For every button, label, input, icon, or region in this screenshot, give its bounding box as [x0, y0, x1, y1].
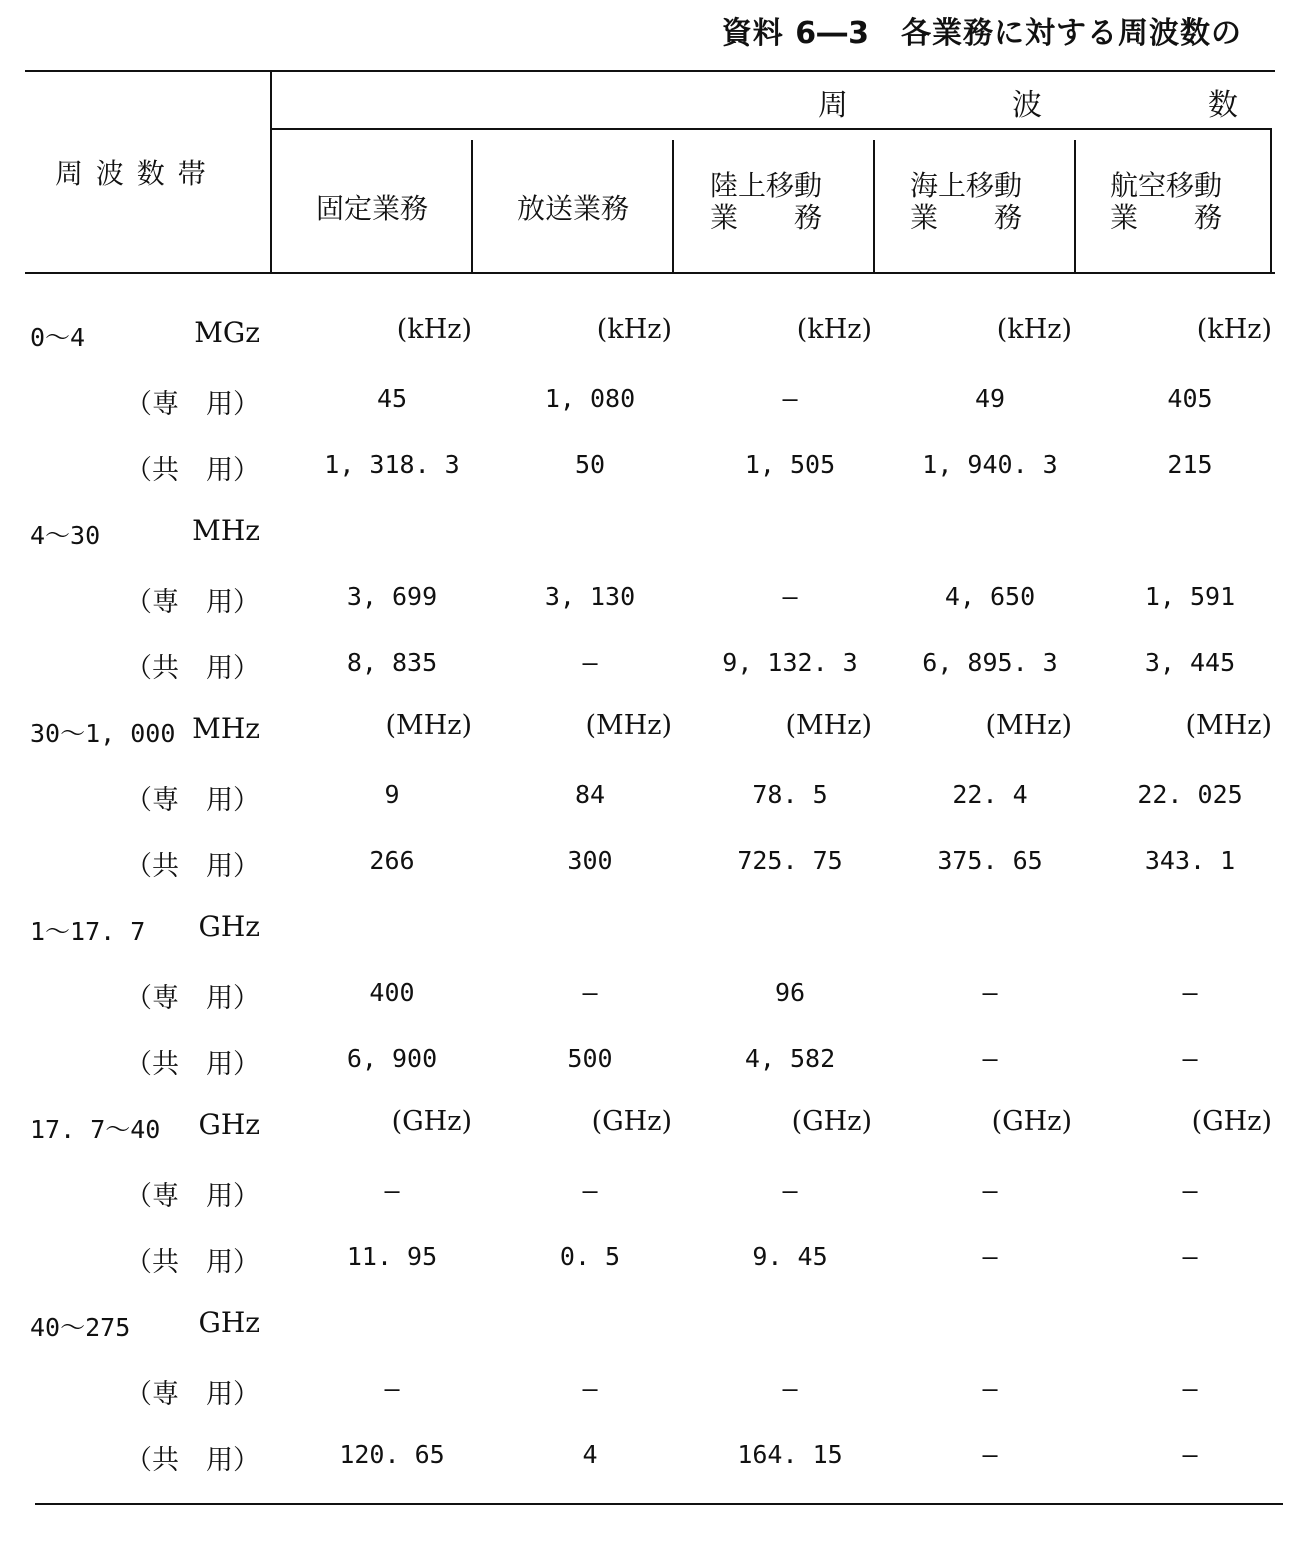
table-cell: ―: [782, 384, 798, 413]
column-unit: (MHz): [985, 710, 1072, 741]
table-cell: ―: [582, 978, 598, 1007]
table-cell: 50: [574, 450, 606, 479]
column-unit: (GHz): [591, 1106, 672, 1137]
shared-label: （共 用）: [125, 1247, 260, 1278]
band-unit: GHz: [198, 910, 260, 943]
table-cell: ―: [782, 1374, 798, 1403]
band-unit: GHz: [198, 1306, 260, 1339]
dedicated-label: （専 用）: [125, 587, 260, 618]
column-unit: (kHz): [996, 314, 1072, 345]
super-header-rule: [272, 128, 1272, 130]
table-cell: 215: [1167, 450, 1213, 479]
column-unit: (MHz): [785, 710, 872, 741]
service-header-line: 放送業務: [516, 192, 629, 225]
table-cell: 1, 318. 3: [324, 450, 460, 479]
table-cell: 45: [376, 384, 408, 413]
table-cell: ―: [1182, 978, 1198, 1007]
table-cell: 3, 130: [544, 582, 636, 611]
table-cell: 3, 699: [346, 582, 438, 611]
service-header-broadcast: [473, 192, 673, 226]
table-cell: 1, 591: [1144, 582, 1236, 611]
table-cell: ―: [582, 648, 598, 677]
table-cell: 4, 582: [744, 1044, 836, 1073]
table-cell: 0. 5: [559, 1242, 621, 1271]
column-unit: (GHz): [791, 1106, 872, 1137]
dedicated-label: （専 用）: [125, 1379, 260, 1410]
table-cell: 9. 45: [752, 1242, 828, 1271]
table-cell: ―: [384, 1176, 400, 1205]
super-header-char: 波: [1012, 88, 1042, 123]
table-cell: 300: [567, 846, 613, 875]
table-cell: 1, 940. 3: [922, 450, 1058, 479]
column-divider: [270, 72, 272, 274]
table-cell: 405: [1167, 384, 1213, 413]
service-header-aeronautical-mobile: [1110, 170, 1222, 234]
table-cell: 78. 5: [752, 780, 828, 809]
table-cell: 6, 900: [346, 1044, 438, 1073]
column-unit: (GHz): [391, 1106, 472, 1137]
band-range: 4～30: [30, 521, 101, 550]
service-header-line: 業 務: [910, 201, 1023, 234]
shared-label: （共 用）: [125, 653, 260, 684]
column-unit: (GHz): [1191, 1106, 1272, 1137]
column-unit: (kHz): [1196, 314, 1272, 345]
table-cell: ―: [982, 1044, 998, 1073]
table-cell: ―: [384, 1374, 400, 1403]
table-cell: 375. 65: [937, 846, 1043, 875]
table-cell: 500: [567, 1044, 613, 1073]
service-header-maritime-mobile: [910, 170, 1022, 234]
band-range: 40～275: [30, 1313, 131, 1342]
column-divider: [1270, 128, 1272, 274]
table-cell: 266: [369, 846, 415, 875]
table-cell: ―: [982, 1440, 998, 1469]
table-cell: 120. 65: [339, 1440, 445, 1469]
shared-label: （共 用）: [125, 1445, 260, 1476]
table-cell: 22. 4: [952, 780, 1028, 809]
shared-label: （共 用）: [125, 1049, 260, 1080]
table-cell: ―: [1182, 1242, 1198, 1271]
service-header-land-mobile: [710, 170, 822, 234]
column-unit: (MHz): [385, 710, 472, 741]
band-range: 17. 7～40: [30, 1115, 161, 1144]
table-cell: ―: [1182, 1440, 1198, 1469]
column-unit: (kHz): [796, 314, 872, 345]
band-range: 0～4: [30, 323, 86, 352]
band-unit: MHz: [192, 514, 260, 547]
column-divider: [1074, 140, 1076, 274]
table-cell: 4, 650: [944, 582, 1036, 611]
table-cell: 22. 025: [1137, 780, 1243, 809]
table-cell: ―: [982, 1242, 998, 1271]
service-header-line: 海上移動: [910, 169, 1023, 202]
column-unit: (MHz): [585, 710, 672, 741]
band-range: 1～17. 7: [30, 917, 146, 946]
super-header-char: 数: [1208, 88, 1238, 123]
band-column-header: 周 波 数 帯: [55, 157, 208, 190]
table-bottom-rule: [35, 1503, 1283, 1505]
table-cell: 164. 15: [737, 1440, 843, 1469]
table-cell: 1, 505: [744, 450, 836, 479]
band-unit: MGz: [194, 316, 260, 349]
table-cell: ―: [1182, 1044, 1198, 1073]
service-header-line: 業 務: [710, 201, 823, 234]
table-cell: ―: [582, 1176, 598, 1205]
table-cell: ―: [782, 582, 798, 611]
service-header-line: 航空移動: [1110, 169, 1223, 202]
table-cell: ―: [982, 1176, 998, 1205]
table-cell: 11. 95: [346, 1242, 438, 1271]
table-cell: 8, 835: [346, 648, 438, 677]
table-cell: 3, 445: [1144, 648, 1236, 677]
table-cell: ―: [1182, 1176, 1198, 1205]
band-unit: GHz: [198, 1108, 260, 1141]
table-cell: 9, 132. 3: [722, 648, 858, 677]
table-cell: 4: [582, 1440, 598, 1469]
table-cell: 6, 895. 3: [922, 648, 1058, 677]
column-unit: (MHz): [1185, 710, 1272, 741]
service-header-fixed: [272, 192, 472, 226]
service-header-line: 業 務: [1110, 201, 1223, 234]
document-title: 資料 6―3 各業務に対する周波数の: [721, 16, 1242, 51]
header-bottom-rule: [25, 272, 1275, 274]
table-cell: 1, 080: [544, 384, 636, 413]
column-divider: [873, 140, 875, 274]
super-header-char: 周: [818, 88, 848, 123]
column-unit: (GHz): [991, 1106, 1072, 1137]
band-range: 30～1, 000: [30, 719, 176, 748]
dedicated-label: （専 用）: [125, 1181, 260, 1212]
table-cell: 49: [974, 384, 1006, 413]
shared-label: （共 用）: [125, 851, 260, 882]
table-cell: 84: [574, 780, 606, 809]
table-cell: ―: [582, 1374, 598, 1403]
table-cell: ―: [782, 1176, 798, 1205]
table-cell: ―: [1182, 1374, 1198, 1403]
table-cell: 343. 1: [1144, 846, 1236, 875]
dedicated-label: （専 用）: [125, 785, 260, 816]
table-cell: ―: [982, 1374, 998, 1403]
dedicated-label: （専 用）: [125, 983, 260, 1014]
column-unit: (kHz): [396, 314, 472, 345]
dedicated-label: （専 用）: [125, 389, 260, 420]
table-cell: 96: [774, 978, 806, 1007]
band-unit: MHz: [192, 712, 260, 745]
shared-label: （共 用）: [125, 455, 260, 486]
table-top-rule: [25, 70, 1275, 72]
table-cell: 725. 75: [737, 846, 843, 875]
table-cell: ―: [982, 978, 998, 1007]
column-unit: (kHz): [596, 314, 672, 345]
table-cell: 9: [384, 780, 400, 809]
service-header-line: 固定業務: [315, 192, 428, 225]
service-header-line: 陸上移動: [710, 169, 823, 202]
table-cell: 400: [369, 978, 415, 1007]
